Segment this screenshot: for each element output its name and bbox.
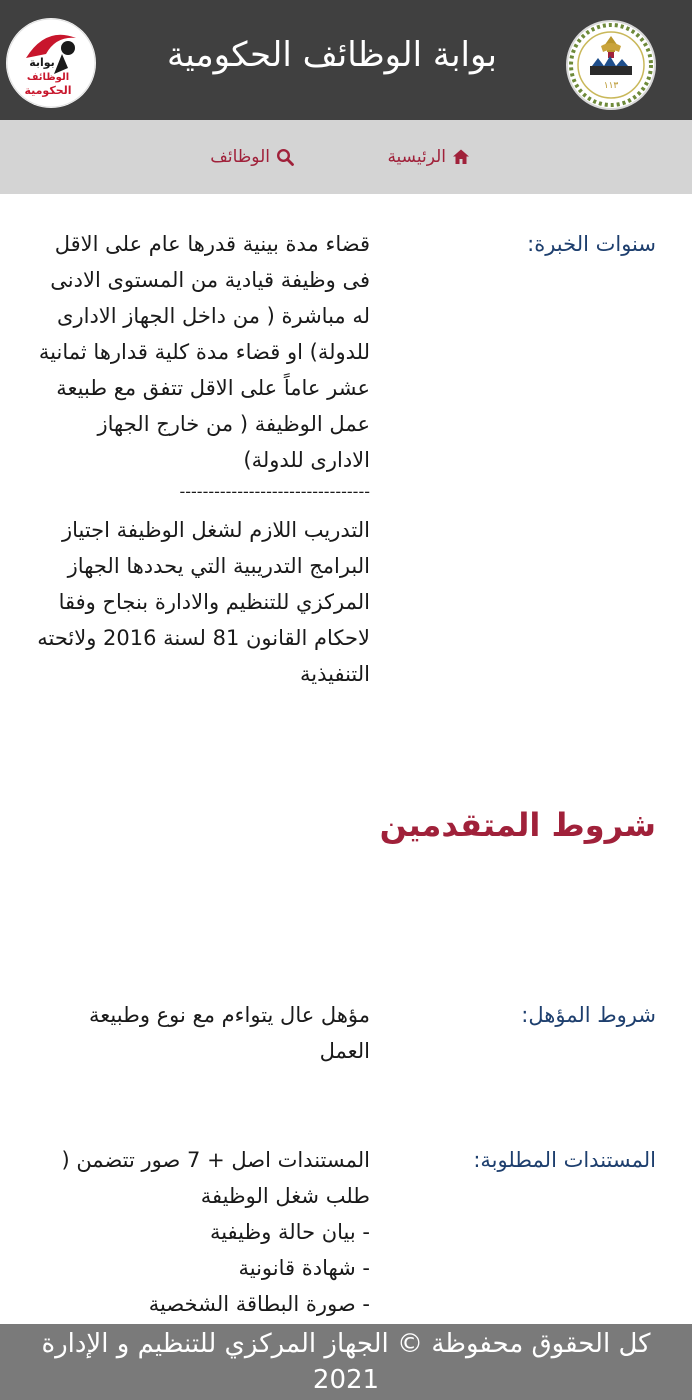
portal-logo-text-2: الوظائف (26, 72, 70, 83)
experience-value (36, 226, 370, 692)
nav-jobs-label: الوظائف (210, 147, 270, 167)
qualification-value: مؤهل عال يتواءم مع نوع وطبيعة العمل (89, 1003, 370, 1063)
qualification-label: شروط المؤهل: (521, 1003, 656, 1027)
nav-jobs-link[interactable] (210, 143, 294, 171)
documents-value (36, 1142, 370, 1322)
training-text: التدريب اللازم لشغل الوظيفة اجتياز البرامج التدريبية التي يحددها الجهاز المركزي للتنظيم والادارة بنجاح وفقا لاحكام القانون 81 لسنة 2016 ولائحته التنفيذية (37, 518, 370, 686)
footer-copyright: كل الحقوق محفوظة © الجهاز المركزي للتنظيم و الإدارة 2021 (41, 1329, 651, 1395)
documents-line: - صورة البطاقة الشخصية (148, 1292, 370, 1316)
portal-logo-text-3: الحكومية (24, 84, 72, 97)
documents-label: المستندات المطلوبة: (473, 1148, 656, 1172)
emblem-icon (568, 22, 654, 108)
section-title-applicants: شروط المتقدمين (379, 806, 656, 844)
main-nav (0, 120, 692, 194)
experience-separator: --------------------------------- (179, 482, 370, 501)
portal-logo-icon (6, 18, 96, 108)
home-icon (452, 148, 470, 166)
site-title: بوابة الوظائف الحكومية (166, 35, 498, 75)
site-header (0, 0, 692, 120)
documents-line: - شهادة قانونية (238, 1256, 370, 1280)
nav-home-link[interactable] (387, 143, 470, 171)
documents-line: المستندات اصل + 7 صور تتضمن ( (61, 1148, 370, 1172)
nav-home-label: الرئيسية (387, 147, 446, 167)
experience-label: سنوات الخبرة: (527, 232, 656, 256)
experience-text: قضاء مدة بينية قدرها عام على الاقل فى وظيفة قيادية من المستوى الادنى له مباشرة ( من داخل الجهاز الادارى للدولة) او قضاء مدة كلية قدارها ثمانية عشر عاماً على الاقل تتفق مع طبيعة عمل الوظيفة ( من خارج الجهاز الادارى للدولة) (38, 232, 370, 472)
svg-text:١١٣: ١١٣ (603, 81, 619, 91)
eagle-emblem-logo[interactable] (566, 20, 656, 110)
documents-line: طلب شغل الوظيفة (200, 1184, 370, 1208)
portal-logo-text-1: بوابة (29, 56, 55, 69)
portal-logo[interactable] (6, 18, 96, 108)
site-footer (0, 1324, 692, 1400)
documents-line: - بيان حالة وظيفية (209, 1220, 370, 1244)
search-icon (276, 148, 294, 166)
